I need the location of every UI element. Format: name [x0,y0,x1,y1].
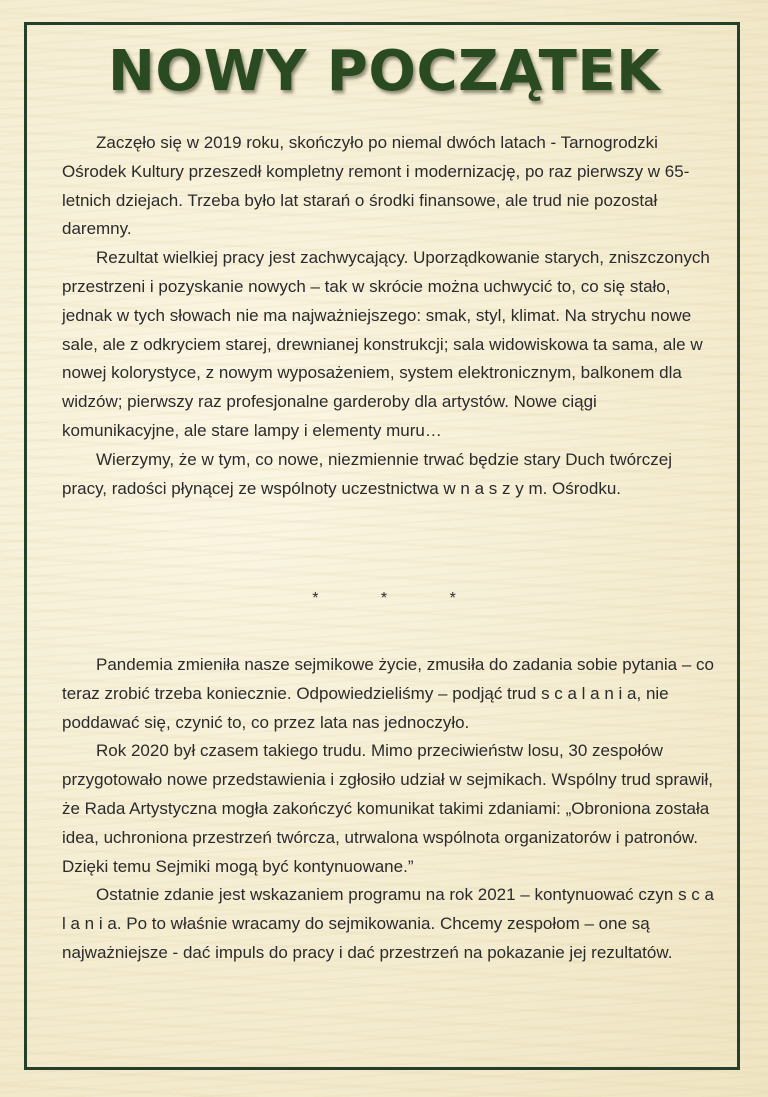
separator-star: * [380,590,388,607]
paragraph: Wierzymy, że w tym, co nowe, niezmiennie trwać będzie stary Duch twórczej pracy, radości płynącej ze wspólnoty uczestnictwa w n a s z y m. Ośrodku. [62,449,672,498]
paragraph: Zaczęło się w 2019 roku, skończyło po niemal dwóch latach - Tarnogrodzki Ośrodek Kultury przeszedł kompletny remont i modernizację, po raz pierwszy w 65-letnich dziejach. Trzeba było lat starań o środki finansowe, ale trud nie pozostał daremny. [62,133,690,239]
separator-star: * [449,590,456,607]
section-separator [0,590,768,608]
separator-star: * [312,590,319,607]
paragraph: Ostatnie zdanie jest wskazaniem programu na rok 2021 – kontynuować czyn s c a l a n i a. Po to właśnie wracamy do sejmikowania. Chcemy zespołom – one są najważniejsze - dać impuls do pracy i dać przestrzeń na pokazanie jej rezultatów. [62,885,714,962]
page-title: NOWY POCZĄTEK [108,39,660,104]
article-section-renovation [62,129,714,503]
paragraph: Pandemia zmieniła nasze sejmikowe życie, zmusiła do zadania sobie pytania – co teraz zrobić trzeba koniecznie. Odpowiedzieliśmy – podjąć trud s c a l a n i a, nie poddawać się, czynić to, co przez lata nas jednoczyło. [62,655,714,732]
paragraph: Rok 2020 był czasem takiego trudu. Mimo przeciwieństw losu, 30 zespołów przygotowało nowe przedstawienia i zgłosiło udział w sejmikach. Wspólny trud sprawił, że Rada Artystyczna mogła zakończyć komunikat takimi zdaniami: „Obroniona została idea, uchroniona przestrzeń twórcza, utrwalona wspólnota organizatorów i patronów. Dzięki temu Sejmiki mogą być kontynuowane.” [62,741,714,876]
article-section-pandemic [62,651,714,968]
paragraph: Rezultat wielkiej pracy jest zachwycający. Uporządkowanie starych, zniszczonych przestrzeni i pozyskanie nowych – tak w skrócie można uchwycić to, co się stało, jednak w tych słowach nie ma najważniejszego: smak, styl, klimat. Na strychu nowe sale, ale z odkryciem starej, drewnianej konstrukcji; sala widowiskowa ta sama, ale w nowej kolorystyce, z nowym wyposażeniem, system elektronicznym, balkonem dla widzów; pierwszy raz profesjonalne garderoby dla artystów. Nowe ciągi komunikacyjne, ale stare lampy i elementy muru… [62,248,710,440]
